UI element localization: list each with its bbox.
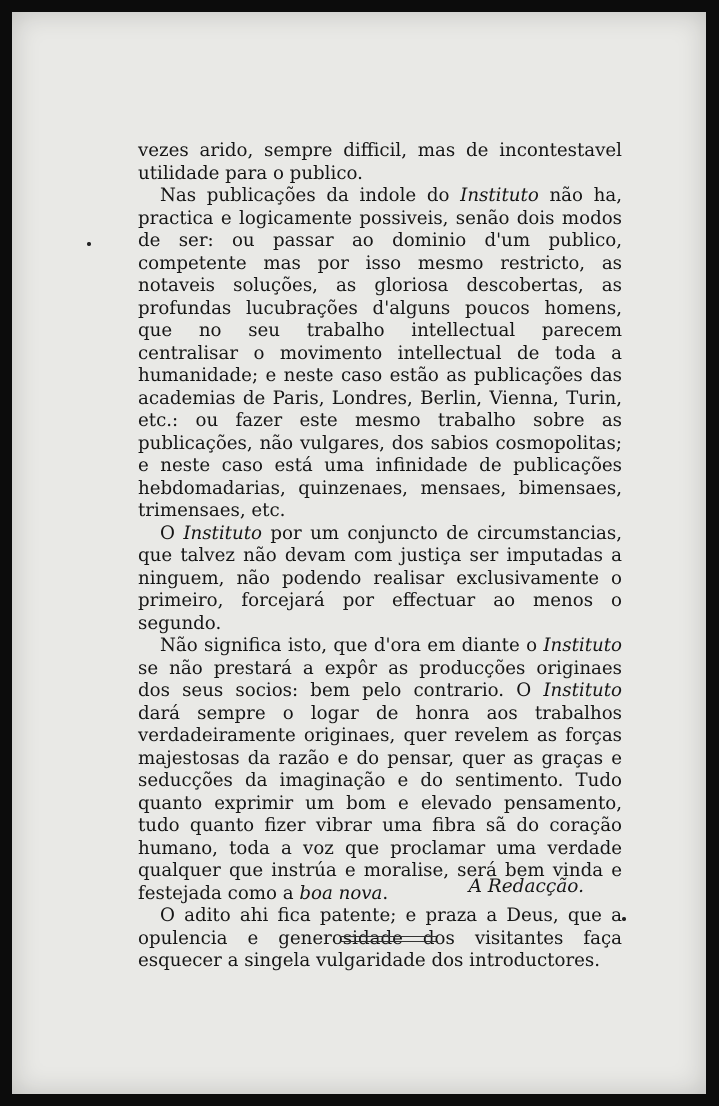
signature: A Redacção. <box>468 876 584 897</box>
text-segment: Nas publicações da indole do <box>160 185 461 206</box>
text-segment: vezes arido, sempre difficil, mas de incontestavel utilidade para o publico. <box>138 140 622 184</box>
paragraph <box>138 140 622 185</box>
italic-text: boa nova <box>299 882 383 904</box>
text-segment: . <box>382 882 389 904</box>
text-segment: Não significa isto, que d'ora em diante o <box>160 635 544 656</box>
italic-text: Instituto <box>543 635 622 656</box>
closing-rule <box>340 936 438 942</box>
text-segment: dará sempre o logar de honra aos trabalhos verdadeiramente originaes, quer revelem as forças majestosas da razão e do pensar, quer as graças e seducções da imaginação e do sentimento. Tudo quanto exprimir um bom e elevado pensamento, tudo quanto fizer vibrar uma fibra sã do coração humano, toda a voz que proclamar uma verdade qualquer que instrúa e moralise, será bem vinda e festejada como a <box>138 702 622 904</box>
text-segment: O <box>160 522 184 544</box>
italic-text: Instituto <box>183 522 262 544</box>
paragraph <box>138 635 622 905</box>
body-text <box>138 140 622 973</box>
text-segment: não ha, practica e logicamente possiveis, senão dois modos de ser: ou passar ao dominio d'um publico, competente mas por isso mesmo restricto, as notaveis soluções, as gloriosa descobertas, as profundas lucubrações d'alguns poucos homens, que no seu trabalho intellectual parecem centralisar o movimento intellectual de toda a humanidade; e neste caso estão as publicações das academias de Paris, Londres, Berlin, Vienna, Turin, etc.: ou fazer este mesmo trabalho sobre as publicações, não vulgares, dos sabios cosmopolitas; e neste caso está uma infinidade de publicações hebdomadarias, quinzenaes, mensaes, bimensaes, trimensaes, etc. <box>138 185 622 521</box>
text-segment: O adito ahi fica patente; e praza a Deus, que a opulencia e generosidade dos visitantes faça esquecer a singela vulgaridade dos introductores. <box>138 905 622 971</box>
italic-text: Instituto <box>543 680 622 701</box>
text-segment: por um conjuncto de circumstancias, que talvez não devam com justiça ser imputadas a ninguem, não podendo realisar exclusivamente o primeiro, forcejará por effectuar ao menos o segundo. <box>138 522 623 634</box>
italic-text: Instituto <box>460 185 539 206</box>
paragraph <box>138 523 622 636</box>
page-sheet <box>12 12 706 1094</box>
paragraph <box>138 185 622 523</box>
text-segment: se não prestará a expôr as producções originaes dos seus socios: bem pelo contrario. O <box>138 657 622 701</box>
ink-dot <box>622 917 626 921</box>
ink-dot <box>87 242 91 246</box>
